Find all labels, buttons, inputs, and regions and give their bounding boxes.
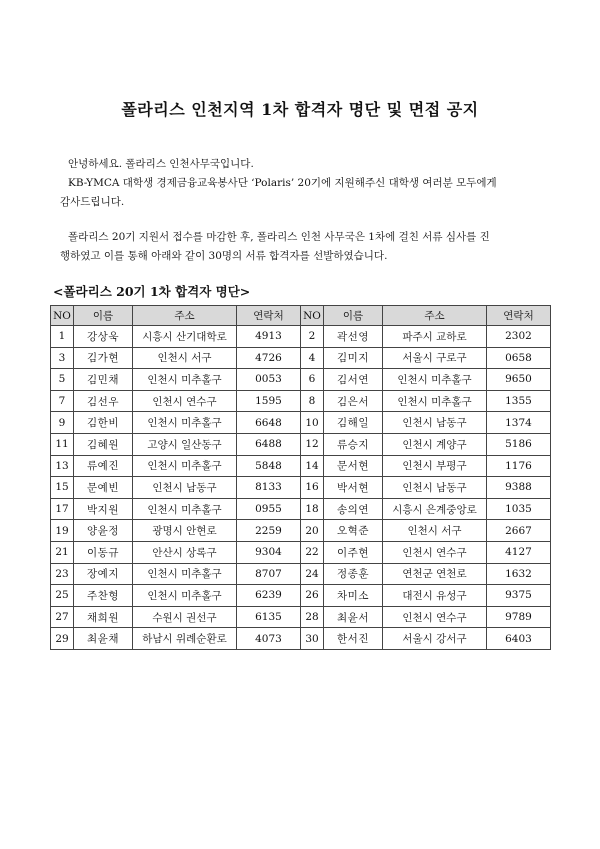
cell-name: 박지원 (74, 498, 133, 520)
cell-name: 송의연 (324, 498, 383, 520)
cell-contact: 1355 (487, 390, 551, 412)
table-row (51, 390, 551, 412)
table-row (51, 433, 551, 455)
cell-address: 하남시 위례순환로 (133, 628, 237, 650)
cell-name: 문예빈 (74, 477, 133, 499)
table-row (51, 477, 551, 499)
cell-address: 인천시 남동구 (383, 412, 487, 434)
cell-address: 인천시 미추홀구 (133, 498, 237, 520)
header-no: NO (301, 306, 324, 326)
cell-contact: 2667 (487, 520, 551, 542)
cell-name: 한서진 (324, 628, 383, 650)
cell-name: 주찬형 (74, 585, 133, 607)
cell-contact: 4913 (237, 326, 301, 348)
body-paragraph (60, 228, 548, 266)
table-row (51, 455, 551, 477)
cell-address: 인천시 미추홀구 (133, 563, 237, 585)
cell-name: 김서연 (324, 369, 383, 391)
cell-contact: 1632 (487, 563, 551, 585)
cell-contact: 6135 (237, 606, 301, 628)
cell-contact: 9388 (487, 477, 551, 499)
cell-no: 11 (51, 433, 74, 455)
header-address: 주소 (383, 306, 487, 326)
cell-contact: 9789 (487, 606, 551, 628)
cell-no: 23 (51, 563, 74, 585)
cell-name: 김한비 (74, 412, 133, 434)
roster-title: <폴라리스 20기 1차 합격자 명단> (53, 284, 251, 299)
cell-no: 28 (301, 606, 324, 628)
cell-no: 2 (301, 326, 324, 348)
cell-name: 장예지 (74, 563, 133, 585)
cell-name: 김선우 (74, 390, 133, 412)
cell-contact: 6239 (237, 585, 301, 607)
cell-no: 30 (301, 628, 324, 650)
table-row (51, 563, 551, 585)
cell-no: 17 (51, 498, 74, 520)
cell-name: 김미지 (324, 347, 383, 369)
cell-address: 파주시 교하로 (383, 326, 487, 348)
cell-name: 강상욱 (74, 326, 133, 348)
cell-contact: 4726 (237, 347, 301, 369)
table-row (51, 520, 551, 542)
cell-address: 인천시 서구 (133, 347, 237, 369)
cell-no: 18 (301, 498, 324, 520)
cell-address: 고양시 일산동구 (133, 433, 237, 455)
cell-address: 시흥시 은계중앙로 (383, 498, 487, 520)
table-row (51, 326, 551, 348)
header-no: NO (51, 306, 74, 326)
cell-no: 9 (51, 412, 74, 434)
cell-name: 이주현 (324, 541, 383, 563)
cell-no: 26 (301, 585, 324, 607)
cell-no: 24 (301, 563, 324, 585)
cell-contact: 9304 (237, 541, 301, 563)
cell-no: 25 (51, 585, 74, 607)
cell-contact: 6648 (237, 412, 301, 434)
cell-no: 29 (51, 628, 74, 650)
cell-contact: 5186 (487, 433, 551, 455)
cell-address: 인천시 연수구 (383, 541, 487, 563)
cell-contact: 6403 (487, 628, 551, 650)
cell-contact: 0053 (237, 369, 301, 391)
cell-no: 8 (301, 390, 324, 412)
cell-address: 인천시 미추홀구 (133, 455, 237, 477)
cell-contact: 2302 (487, 326, 551, 348)
cell-address: 인천시 미추홀구 (133, 369, 237, 391)
cell-name: 류승지 (324, 433, 383, 455)
cell-name: 류예진 (74, 455, 133, 477)
roster-table-body (51, 326, 551, 650)
cell-no: 15 (51, 477, 74, 499)
table-row (51, 585, 551, 607)
intro-paragraph (60, 155, 548, 212)
cell-no: 3 (51, 347, 74, 369)
cell-address: 인천시 연수구 (133, 390, 237, 412)
intro-line: 안녕하세요. 폴라리스 인천사무국입니다. (68, 158, 254, 170)
cell-name: 박서현 (324, 477, 383, 499)
cell-address: 인천시 계양구 (383, 433, 487, 455)
table-row (51, 347, 551, 369)
cell-no: 4 (301, 347, 324, 369)
cell-name: 김은서 (324, 390, 383, 412)
cell-address: 안산시 상록구 (133, 541, 237, 563)
cell-name: 문서현 (324, 455, 383, 477)
roster-table (50, 305, 551, 650)
cell-no: 6 (301, 369, 324, 391)
cell-address: 서울시 강서구 (383, 628, 487, 650)
cell-contact: 6488 (237, 433, 301, 455)
table-row (51, 498, 551, 520)
cell-name: 곽선영 (324, 326, 383, 348)
cell-contact: 9650 (487, 369, 551, 391)
header-name: 이름 (324, 306, 383, 326)
cell-contact: 8707 (237, 563, 301, 585)
intro-line: 감사드립니다. (60, 196, 125, 208)
table-row (51, 606, 551, 628)
cell-address: 연천군 연천로 (383, 563, 487, 585)
cell-name: 오혁준 (324, 520, 383, 542)
table-header-row (51, 306, 551, 326)
cell-address: 인천시 남동구 (133, 477, 237, 499)
cell-contact: 0955 (237, 498, 301, 520)
cell-address: 인천시 미추홀구 (383, 369, 487, 391)
header-address: 주소 (133, 306, 237, 326)
cell-name: 차미소 (324, 585, 383, 607)
cell-no: 27 (51, 606, 74, 628)
cell-name: 최윤채 (74, 628, 133, 650)
cell-address: 인천시 연수구 (383, 606, 487, 628)
cell-address: 서울시 구로구 (383, 347, 487, 369)
cell-contact: 1595 (237, 390, 301, 412)
cell-no: 5 (51, 369, 74, 391)
cell-no: 19 (51, 520, 74, 542)
cell-name: 양윤정 (74, 520, 133, 542)
cell-no: 20 (301, 520, 324, 542)
cell-address: 인천시 남동구 (383, 477, 487, 499)
table-row (51, 412, 551, 434)
cell-contact: 4073 (237, 628, 301, 650)
cell-no: 7 (51, 390, 74, 412)
cell-no: 1 (51, 326, 74, 348)
cell-name: 채희원 (74, 606, 133, 628)
cell-name: 김민채 (74, 369, 133, 391)
cell-contact: 4127 (487, 541, 551, 563)
cell-name: 최윤서 (324, 606, 383, 628)
table-row (51, 541, 551, 563)
body-line: 폴라리스 20기 지원서 접수를 마감한 후, 폴라리스 인천 사무국은 1차에 걸친 서류 심사를 진 (68, 231, 490, 243)
cell-name: 정종훈 (324, 563, 383, 585)
intro-line: KB-YMCA 대학생 경제금융교육봉사단 ‘Polaris’ 20기에 지원해주신 대학생 여러분 모두에게 (68, 177, 497, 189)
cell-no: 16 (301, 477, 324, 499)
cell-address: 광명시 안현로 (133, 520, 237, 542)
cell-no: 21 (51, 541, 74, 563)
cell-contact: 8133 (237, 477, 301, 499)
cell-name: 김혜원 (74, 433, 133, 455)
cell-address: 대전시 유성구 (383, 585, 487, 607)
table-row (51, 369, 551, 391)
cell-address: 시흥시 산기대학로 (133, 326, 237, 348)
cell-address: 인천시 부평구 (383, 455, 487, 477)
cell-address: 수원시 권선구 (133, 606, 237, 628)
header-contact: 연락처 (487, 306, 551, 326)
cell-contact: 5848 (237, 455, 301, 477)
cell-contact: 1374 (487, 412, 551, 434)
cell-address: 인천시 미추홀구 (133, 412, 237, 434)
table-row (51, 628, 551, 650)
cell-no: 13 (51, 455, 74, 477)
cell-no: 10 (301, 412, 324, 434)
cell-contact: 9375 (487, 585, 551, 607)
cell-address: 인천시 미추홀구 (383, 390, 487, 412)
header-name: 이름 (74, 306, 133, 326)
cell-contact: 0658 (487, 347, 551, 369)
cell-address: 인천시 서구 (383, 520, 487, 542)
page-title: 폴라리스 인천지역 1차 합격자 명단 및 면접 공지 (121, 100, 479, 119)
cell-no: 22 (301, 541, 324, 563)
cell-contact: 1035 (487, 498, 551, 520)
cell-no: 14 (301, 455, 324, 477)
cell-name: 이동규 (74, 541, 133, 563)
cell-address: 인천시 미추홀구 (133, 585, 237, 607)
cell-no: 12 (301, 433, 324, 455)
body-line: 행하였고 이를 통해 아래와 같이 30명의 서류 합격자를 선발하였습니다. (60, 250, 388, 262)
cell-name: 김해일 (324, 412, 383, 434)
cell-name: 김가현 (74, 347, 133, 369)
header-contact: 연락처 (237, 306, 301, 326)
cell-contact: 2259 (237, 520, 301, 542)
cell-contact: 1176 (487, 455, 551, 477)
